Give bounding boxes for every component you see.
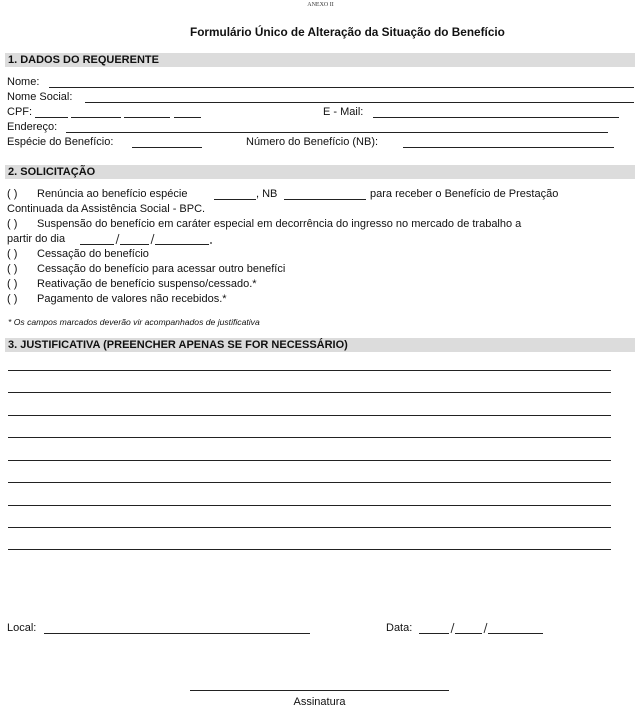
data-label: Data: <box>386 622 413 634</box>
cessacao-text: Cessação do benefício <box>37 248 149 260</box>
section-3-heading: 3. JUSTIFICATIVA (PREENCHER APENAS SE FOR NECESSÁRIO) <box>5 338 635 352</box>
footer-date-slash-2 <box>482 622 490 635</box>
section-1-heading: 1. DADOS DO REQUERENTE <box>5 53 635 67</box>
suspensao-day-field[interactable] <box>80 244 114 245</box>
suspensao-text-line1: Suspensão do benefício em caráter especial em decorrência do ingresso no mercado de trabalho a <box>37 218 522 230</box>
date-period <box>209 233 215 246</box>
signature-line[interactable] <box>190 690 449 691</box>
justification-line-3[interactable] <box>8 415 611 416</box>
cpf-field-part-1[interactable] <box>35 117 68 118</box>
data-day-field[interactable] <box>419 633 449 634</box>
nb-label: Número do Benefício (NB): <box>246 136 379 148</box>
section-2-heading: 2. SOLICITAÇÃO <box>5 165 635 179</box>
reativacao-text: Reativação de benefício suspenso/cessado.* <box>37 278 257 290</box>
cessacao-outro-text: Cessação do benefício para acessar outro benefíci <box>37 263 286 275</box>
renuncia-text-c: para receber o Benefício de Prestação <box>370 188 559 200</box>
local-field[interactable] <box>44 633 310 634</box>
renuncia-text-a: Renúncia ao benefício espécie <box>37 188 188 200</box>
suspensao-checkbox[interactable]: ( ) <box>7 218 18 230</box>
endereco-field[interactable] <box>66 132 608 133</box>
nome-social-field[interactable] <box>85 102 634 103</box>
cpf-label: CPF: <box>7 106 33 118</box>
cpf-field-part-2[interactable] <box>71 117 121 118</box>
renuncia-text-line2: Continuada da Assistência Social - BPC. <box>7 203 206 215</box>
especie-label: Espécie do Benefício: <box>7 136 114 148</box>
justification-line-6[interactable] <box>8 482 611 483</box>
suspensao-year-field[interactable] <box>155 244 209 245</box>
suspensao-text-line2: partir do dia <box>7 233 66 245</box>
pagamento-text: Pagamento de valores não recebidos.* <box>37 293 227 305</box>
cessacao-outro-checkbox[interactable]: ( ) <box>7 263 18 275</box>
renuncia-nb-field[interactable] <box>284 199 366 200</box>
justification-line-9[interactable] <box>8 549 611 550</box>
especie-field[interactable] <box>132 147 202 148</box>
footer-date-slash-1 <box>449 622 457 635</box>
renuncia-especie-field[interactable] <box>214 199 256 200</box>
local-label: Local: <box>7 622 37 634</box>
required-note: * Os campos marcados deverão vir acompanhados de justificativa <box>8 317 260 327</box>
nome-field[interactable] <box>49 87 634 88</box>
suspensao-month-field[interactable] <box>120 244 149 245</box>
nome-social-label: Nome Social: <box>7 91 73 103</box>
justification-line-1[interactable] <box>8 370 611 371</box>
signature-label: Assinatura <box>293 696 346 708</box>
justification-line-7[interactable] <box>8 505 611 506</box>
endereco-label: Endereço: <box>7 121 58 133</box>
date-slash-1 <box>114 233 122 246</box>
data-month-field[interactable] <box>455 633 482 634</box>
justification-line-4[interactable] <box>8 437 611 438</box>
justification-line-8[interactable] <box>8 527 611 528</box>
form-title: Formulário Único de Alteração da Situação do Benefício <box>190 25 505 39</box>
nome-label: Nome: <box>7 76 40 88</box>
pagamento-checkbox[interactable]: ( ) <box>7 293 18 305</box>
email-field[interactable] <box>373 117 619 118</box>
reativacao-checkbox[interactable]: ( ) <box>7 278 18 290</box>
nb-field[interactable] <box>403 147 614 148</box>
renuncia-text-b: , NB <box>256 188 278 200</box>
cpf-field-part-4[interactable] <box>174 117 201 118</box>
email-label: E - Mail: <box>323 106 364 118</box>
renuncia-checkbox[interactable]: ( ) <box>7 188 18 200</box>
cpf-field-part-3[interactable] <box>124 117 170 118</box>
annex-label: ANEXO II <box>307 2 334 8</box>
data-year-field[interactable] <box>488 633 543 634</box>
justification-line-2[interactable] <box>8 392 611 393</box>
justification-line-5[interactable] <box>8 460 611 461</box>
date-slash-2 <box>149 233 157 246</box>
cessacao-checkbox[interactable]: ( ) <box>7 248 18 260</box>
